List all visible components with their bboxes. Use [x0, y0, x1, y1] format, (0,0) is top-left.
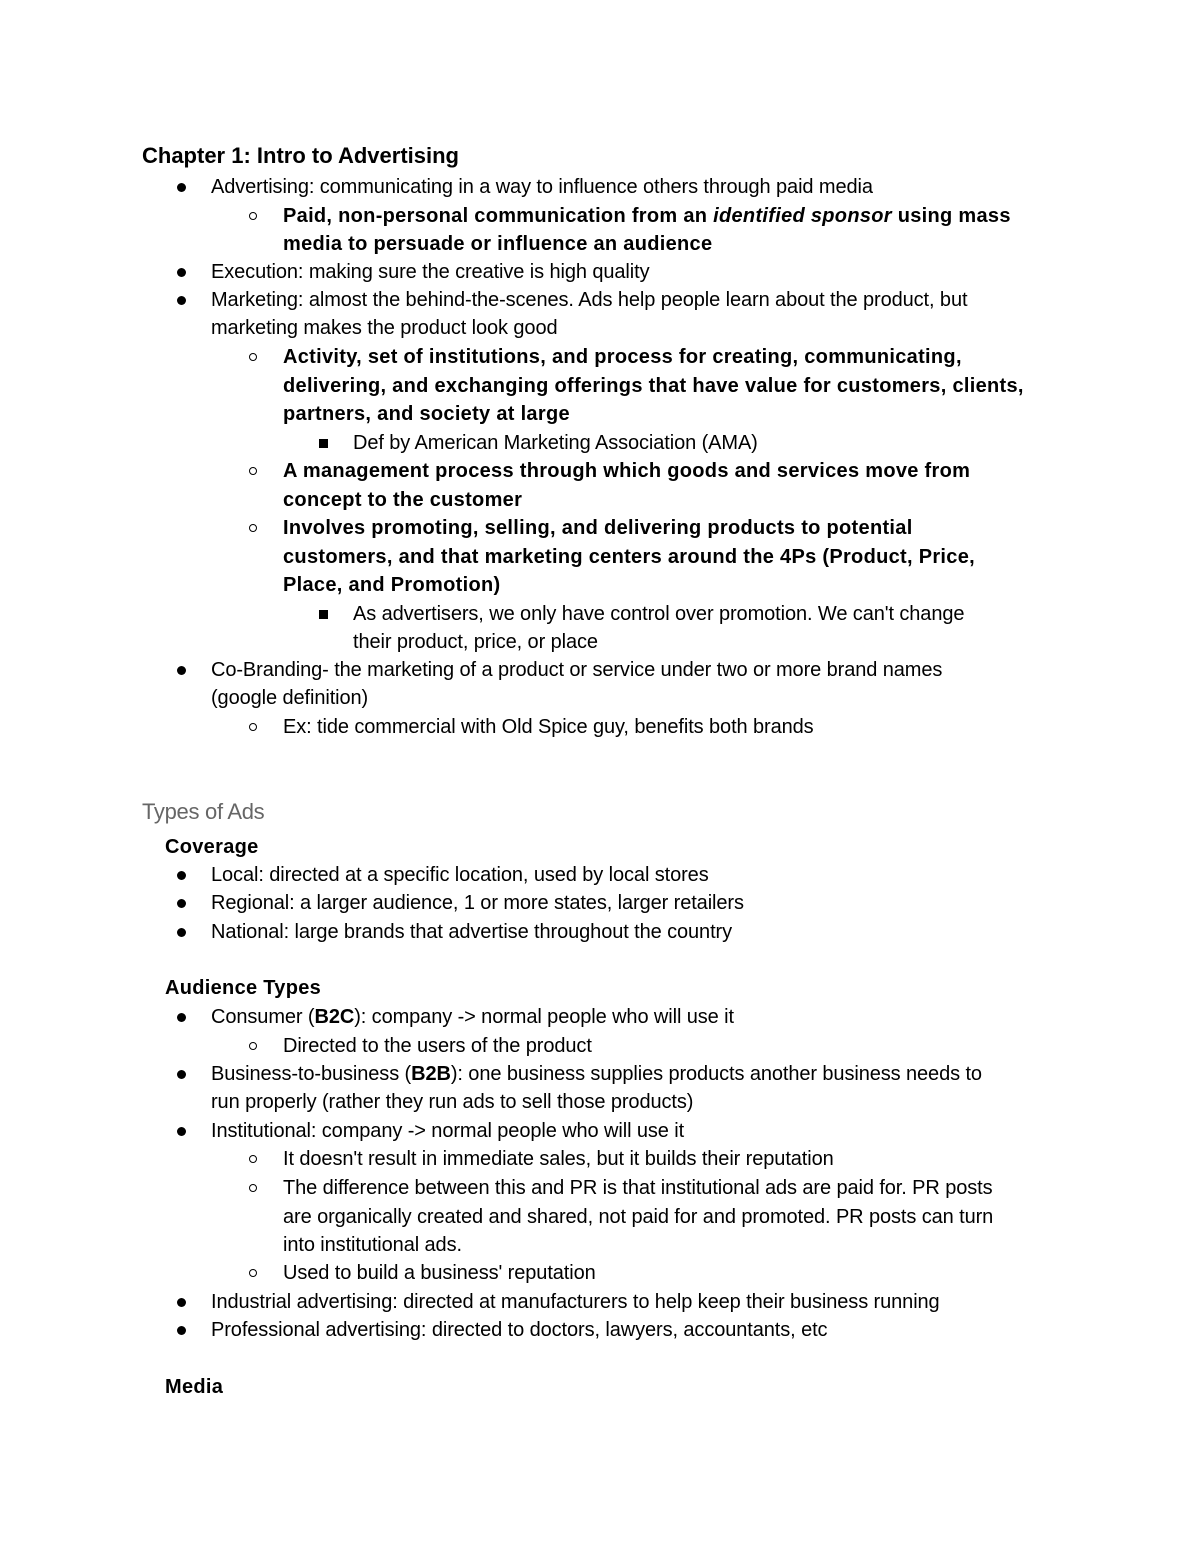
list-item-institutional-sub: It doesn't result in immediate sales, but it builds their reputation: [283, 1148, 834, 1170]
list-item-marketing-def1: Activity, set of institutions, and process for creating, communicating,: [283, 346, 962, 368]
definition-text: using mass: [891, 205, 1011, 227]
subheading-media: Media: [165, 1376, 224, 1398]
list-item-institutional-sub: Used to build a business' reputation: [283, 1262, 596, 1284]
list-item-marketing-def1-cont: partners, and society at large: [283, 403, 570, 425]
list-item-cobranding-cont: (google definition): [211, 687, 369, 709]
bullet-circle: [249, 467, 257, 475]
list-item-advertising-definition: [283, 202, 1011, 230]
list-item-national: National: large brands that advertise throughout the country: [211, 921, 732, 943]
list-item-local: Local: directed at a specific location, used by local stores: [211, 864, 709, 886]
bullet-circle: [249, 723, 257, 731]
section-heading-types-of-ads: Types of Ads: [142, 799, 265, 824]
list-item-marketing-cont: marketing makes the product look good: [211, 317, 558, 339]
list-item-consumer: [211, 1003, 734, 1031]
bullet-disc: [177, 268, 186, 277]
bullet-circle: [249, 1184, 257, 1192]
list-item-regional: Regional: a larger audience, 1 or more states, larger retailers: [211, 892, 744, 914]
bullet-disc: [177, 1013, 186, 1022]
bullet-disc: [177, 1298, 186, 1307]
list-item-professional: Professional advertising: directed to doctors, lawyers, accountants, etc: [211, 1319, 828, 1341]
bullet-disc: [177, 1127, 186, 1136]
list-item-institutional-sub-cont: into institutional ads.: [283, 1234, 462, 1256]
list-item-marketing-def2: A management process through which goods and services move from: [283, 460, 971, 482]
list-item-b2b-cont: run properly (rather they run ads to sell those products): [211, 1091, 694, 1113]
bullet-square: [319, 610, 328, 619]
consumer-abbrev: B2C: [314, 1006, 355, 1028]
bullet-disc: [177, 928, 186, 937]
bullet-circle: [249, 1155, 257, 1163]
subheading-audience-types: Audience Types: [165, 977, 322, 999]
list-item-marketing-def1-cont: delivering, and exchanging offerings that have value for customers, clients,: [283, 375, 1024, 397]
consumer-text: Consumer (: [211, 1006, 315, 1028]
bullet-disc: [177, 183, 186, 192]
bullet-disc: [177, 1326, 186, 1335]
bullet-disc: [177, 296, 186, 305]
list-item-marketing-def3: Involves promoting, selling, and delivering products to potential: [283, 517, 913, 539]
list-item-institutional: Institutional: company -> normal people who will use it: [211, 1120, 685, 1142]
list-item-ama: Def by American Marketing Association (AMA): [353, 432, 758, 454]
list-item-b2b: [211, 1060, 982, 1088]
list-item-advertisers-cont: their product, price, or place: [353, 631, 598, 653]
definition-emphasis: identified sponsor: [713, 205, 892, 227]
bullet-disc: [177, 666, 186, 675]
list-item-institutional-sub-cont: are organically created and shared, not paid for and promoted. PR posts can turn: [283, 1206, 994, 1228]
b2b-abbrev: B2B: [411, 1063, 451, 1085]
list-item-institutional-sub: The difference between this and PR is that institutional ads are paid for. PR posts: [283, 1177, 993, 1199]
list-item-industrial: Industrial advertising: directed at manufacturers to help keep their business running: [211, 1291, 940, 1313]
b2b-text: Business-to-business (: [211, 1063, 412, 1085]
definition-text: Paid, non-personal communication from an: [283, 205, 714, 227]
bullet-square: [319, 439, 328, 448]
list-item-cobranding: Co-Branding- the marketing of a product or service under two or more brand names: [211, 659, 943, 681]
bullet-disc: [177, 871, 186, 880]
list-item-execution: Execution: making sure the creative is high quality: [211, 261, 650, 283]
consumer-text: ): company -> normal people who will use it: [354, 1006, 734, 1028]
subheading-coverage: Coverage: [165, 836, 259, 858]
bullet-disc: [177, 899, 186, 908]
list-item-cobranding-example: Ex: tide commercial with Old Spice guy, benefits both brands: [283, 716, 814, 738]
list-item-marketing: Marketing: almost the behind-the-scenes. Ads help people learn about the product, but: [211, 289, 968, 311]
list-item-consumer-sub: Directed to the users of the product: [283, 1035, 592, 1057]
b2b-text: ): one business supplies products another business needs to: [450, 1063, 982, 1085]
bullet-circle: [249, 353, 257, 361]
bullet-circle: [249, 1269, 257, 1277]
list-item-advertising-definition-cont: media to persuade or influence an audience: [283, 233, 713, 255]
chapter-title: Chapter 1: Intro to Advertising: [142, 143, 459, 168]
list-item-advertising: Advertising: communicating in a way to influence others through paid media: [211, 176, 873, 198]
list-item-marketing-def2-cont: concept to the customer: [283, 489, 523, 511]
list-item-advertisers: As advertisers, we only have control over promotion. We can't change: [353, 603, 965, 625]
bullet-circle: [249, 1042, 257, 1050]
list-item-marketing-def3-cont: customers, and that marketing centers around the 4Ps (Product, Price,: [283, 546, 975, 568]
bullet-circle: [249, 524, 257, 532]
list-item-marketing-def3-cont: Place, and Promotion): [283, 574, 501, 596]
bullet-disc: [177, 1070, 186, 1079]
bullet-circle: [249, 212, 257, 220]
